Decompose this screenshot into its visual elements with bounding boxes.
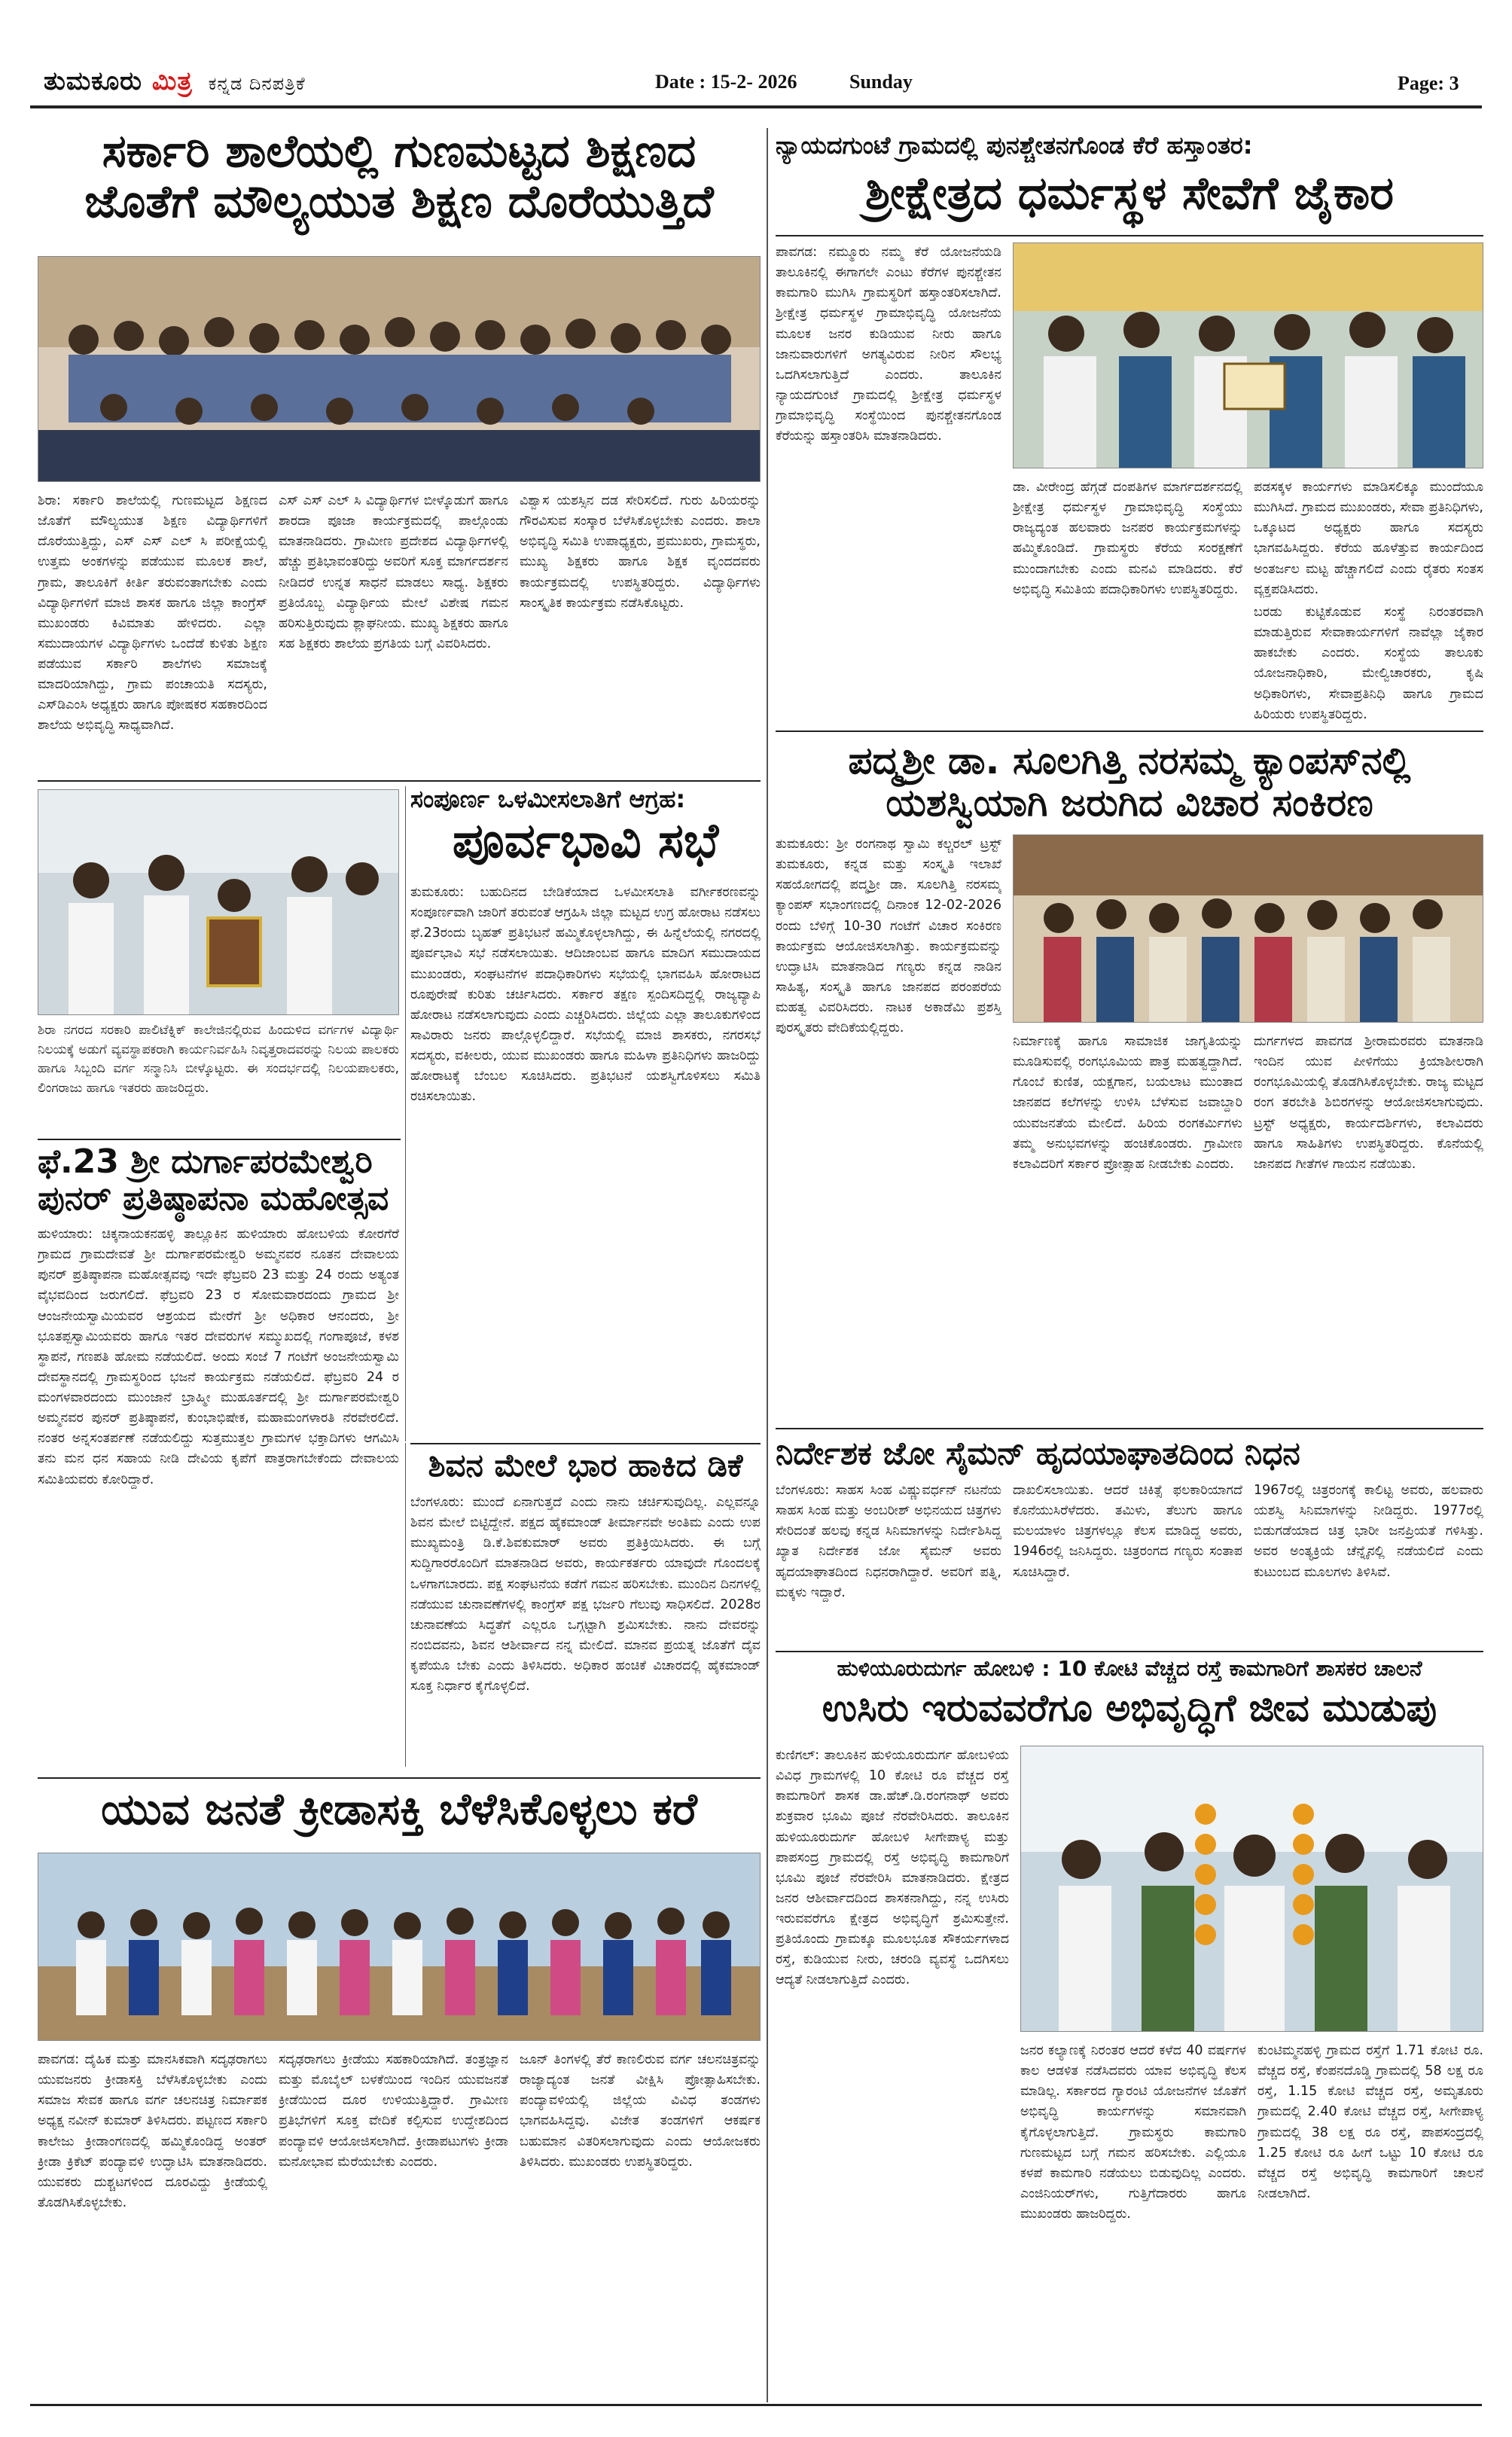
- road-headline: ಉಸಿರು ಇರುವವರೆಗೂ ಅಭಿವೃದ್ಧಿಗೆ ಜೀವ ಮುಡುಪು: [822, 1686, 1437, 1730]
- meeting-body: ತುಮಕೂರು: ಬಹುದಿನದ ಬೇಡಿಕೆಯಾದ ಒಳಮೀಸಲಾತಿ ವರ್ಗೀಕರಣವನ್ನು ಸಂಪೂರ್ಣವಾಗಿ ಜಾರಿಗೆ ತರುವಂತೆ ಆಗ್ರಹಿಸಿ ಜಿಲ್ಲಾ ಮಟ್ಟದ ಉಗ್ರ ಹೋರಾಟ ನಡೆಸಲು ಫೆ.23ರಂದು ಬೃಹತ್ ಪ್ರತಿಭಟನೆ ಹಮ್ಮಿಕೊಳ್ಳಲಾಗಿದ್ದು, ಈ ಹಿನ್ನೆಲೆಯಲ್ಲಿ ನಗರದಲ್ಲಿ ಪೂರ್ವಭಾವಿ ಸಭೆ ನಡೆಸಲಾಯಿತು. ಆದಿಜಾಂಬವ ಹಾಗೂ ಮಾದಿಗ ಸಮುದಾಯದ ಮುಖಂಡರು, ಸಂಘಟನೆಗಳ ಪದಾಧಿಕಾರಿಗಳು ಸಭೆಯಲ್ಲಿ ಭಾಗವಹಿಸಿ ಹೋರಾಟದ ರೂಪುರೇಷೆ ಕುರಿತು ಚರ್ಚಿಸಿದರು. ಸರ್ಕಾರ ತಕ್ಷಣ ಸ್ಪಂದಿಸದಿದ್ದಲ್ಲಿ ರಾಜ್ಯವ್ಯಾಪಿ ಹೋರಾಟ ನಡೆಸಲಾಗುವುದು ಎಂದು ಎಚ್ಚರಿಸಿದರು. ಜಿಲ್ಲೆಯ ಎಲ್ಲಾ ತಾಲೂಕುಗಳಿಂದ ಸಾವಿರಾರು ಜನರು ಪಾಲ್ಗೊಳ್ಳಲಿದ್ದಾರೆ. ಸಭೆಯಲ್ಲಿ ಮಾಜಿ ಶಾಸಕರು, ನಗರಸಭೆ ಸದಸ್ಯರು, ವಕೀಲರು, ಯುವ ಮುಖಂಡರು ಹಾಗೂ ಮಹಿಳಾ ಪ್ರತಿನಿಧಿಗಳು ಹಾಜರಿದ್ದು ಹೋರಾಟಕ್ಕೆ ಬೆಂಬಲ ಸೂಚಿಸಿದರು. ಪ್ರತಿಭಟನೆ ಯಶಸ್ವಿಗೊಳಿಸಲು ಸಮಿತಿ ರಚಿಸಲಾಯಿತು.: [410, 885, 761, 1105]
- dk-top-rule: [410, 1443, 761, 1444]
- obit-bottom-rule: [776, 1651, 1483, 1652]
- dk-body: ಬೆಂಗಳೂರು: ಮುಂದೆ ಏನಾಗುತ್ತದೆ ಎಂದು ನಾನು ಚರ್ಚಿಸುವುದಿಲ್ಲ. ಎಲ್ಲವನ್ನೂ ಶಿವನ ಮೇಲೆ ಬಿಟ್ಟಿದ್ದೇನೆ. ಪಕ್ಷದ ಹೈಕಮಾಂಡ್ ತೀರ್ಮಾನವೇ ಅಂತಿಮ ಎಂದು ಉಪ ಮುಖ್ಯಮಂತ್ರಿ ಡಿ.ಕೆ.ಶಿವಕುಮಾರ್ ಅವರು ಪ್ರತಿಕ್ರಿಯಿಸಿದರು. ಈ ಬಗ್ಗೆ ಸುದ್ದಿಗಾರರೊಂದಿಗೆ ಮಾತನಾಡಿದ ಅವರು, ಕಾರ್ಯಕರ್ತರು ಯಾವುದೇ ಗೊಂದಲಕ್ಕೆ ಒಳಗಾಗಬಾರದು. ಪಕ್ಷ ಸಂಘಟನೆಯ ಕಡೆಗೆ ಗಮನ ಹರಿಸಬೇಕು. ಮುಂದಿನ ದಿನಗಳಲ್ಲಿ ನಡೆಯುವ ಚುನಾವಣೆಗಳಲ್ಲಿ ಕಾಂಗ್ರೆಸ್ ಪಕ್ಷ ಭರ್ಜರಿ ಗೆಲುವು ಸಾಧಿಸಲಿದೆ. 2028ರ ಚುನಾವಣೆಯ ಸಿದ್ಧತೆಗೆ ಎಲ್ಲರೂ ಒಗ್ಗಟ್ಟಾಗಿ ಶ್ರಮಿಸಬೇಕು. ನಾನು ದೇವರನ್ನು ನಂಬಿದವನು, ಶಿವನ ಆಶೀರ್ವಾದ ನನ್ನ ಮೇಲಿದೆ. ಮಾನವ ಪ್ರಯತ್ನ ಜೊತೆಗೆ ದೈವ ಕೃಪೆಯೂ ಬೇಕು ಎಂದು ತಿಳಿಸಿದರು. ಅಧಿಕಾರ ಹಂಚಿಕೆ ವಿಚಾರದಲ್ಲಿ ಹೈಕಮಾಂಡ್ ಸೂಕ್ತ ನಿರ್ಧಾರ ಕೈಗೊಳ್ಳಲಿದೆ.: [410, 1495, 761, 1694]
- obit-body-col-2: ದಾಖಲಿಸಲಾಯಿತು. ಆದರೆ ಚಿಕಿತ್ಸೆ ಫಲಕಾರಿಯಾಗದೆ ಕೊನೆಯುಸಿರೆಳೆದರು. ತಮಿಳು, ತೆಲುಗು ಹಾಗೂ ಮಲಯಾಳಂ ಚಿತ್ರಗಳಲ್ಲೂ ಕೆಲಸ ಮಾಡಿದ್ದ ಅವರು, 1946ರಲ್ಲಿ ಜನಿಸಿದ್ದರು. ಚಿತ್ರರಂಗದ ಗಣ್ಯರು ಸಂತಾಪ ಸೂಚಿಸಿದ್ದಾರೆ.: [1013, 1483, 1242, 1580]
- sulagitti-event-photo: [1013, 834, 1483, 1023]
- school-headline: [38, 127, 761, 227]
- sulagitti-photo-graphic: [1014, 835, 1483, 1023]
- dk-headline: ಶಿವನ ಮೇಲೆ ಭಾರ ಹಾಕಿದ ಡಿಕೆ: [428, 1447, 743, 1484]
- logo-main: ತುಮಕೂರು: [44, 66, 142, 96]
- youth-body-col-3: ಜೂನ್ ತಿಂಗಳಲ್ಲಿ ತೆರೆ ಕಾಣಲಿರುವ ವರ್ಗ ಚಲನಚಿತ್ರವನ್ನು ರಾಜ್ಯಾದ್ಯಂತ ಜನತೆ ವೀಕ್ಷಿಸಿ ಪ್ರೋತ್ಸಾಹಿಸಬೇಕು. ಪಂದ್ಯಾವಳಿಯಲ್ಲಿ ಜಿಲ್ಲೆಯ ವಿವಿಧ ತಂಡಗಳು ಭಾಗವಹಿಸಿದ್ದವು. ವಿಜೇತ ತಂಡಗಳಿಗೆ ಆಕರ್ಷಕ ಬಹುಮಾನ ವಿತರಿಸಲಾಗುವುದು ಎಂದು ಆಯೋಜಕರು ತಿಳಿಸಿದರು. ಮುಖಂಡರು ಉಪಸ್ಥಿತರಿದ್ದರು.: [520, 2052, 761, 2170]
- sulagitti-headline-line-1: ಪದ್ಮಶ್ರೀ ಡಾ. ಸೂಲಗಿತ್ತಿ ನರಸಮ್ಮ ಕ್ಯಾಂಪಸ್‌ನಲ್ಲಿ: [848, 739, 1411, 782]
- road-photo-graphic: [1021, 1746, 1483, 2032]
- masthead-logo: [44, 66, 306, 96]
- durga-top-rule: [38, 1139, 401, 1140]
- kere-headline-rule: [776, 235, 1483, 236]
- sulagitti-body-col-2: ನಿರ್ಮಾಣಕ್ಕೆ ಹಾಗೂ ಸಾಮಾಜಿಕ ಜಾಗೃತಿಯನ್ನು ಮೂಡಿಸುವಲ್ಲಿ ರಂಗಭೂಮಿಯ ಪಾತ್ರ ಮಹತ್ವದ್ದಾಗಿದೆ. ಗೊಂಬೆ ಕುಣಿತ, ಯಕ್ಷಗಾನ, ಬಯಲಾಟ ಮುಂತಾದ ಜಾನಪದ ಕಲೆಗಳನ್ನು ಉಳಿಸಿ ಬೆಳೆಸುವ ಜವಾಬ್ದಾರಿ ಯುವಜನತೆಯ ಮೇಲಿದೆ. ಹಿರಿಯ ರಂಗಕರ್ಮಿಗಳು ತಮ್ಮ ಅನುಭವಗಳನ್ನು ಹಂಚಿಕೊಂಡರು. ಗ್ರಾಮೀಣ ಕಲಾವಿದರಿಗೆ ಸರ್ಕಾರ ಪ್ರೋತ್ಸಾಹ ನೀಡಬೇಕು ಎಂದರು.: [1013, 1034, 1242, 1172]
- page-number: Page: 3: [1398, 72, 1459, 94]
- youth-cricket-photo: [38, 1853, 761, 2041]
- issue-date: Date : 15-2- 2026: [655, 71, 797, 93]
- kere-kicker: ನ್ಯಾಯದಗುಂಟೆ ಗ್ರಾಮದಲ್ಲಿ ಪುನಶ್ಚೇತನಗೊಂಡ ಕೆರೆ ಹಸ್ತಾಂತರ:: [776, 131, 1253, 160]
- durga-headline: [38, 1143, 399, 1218]
- kere-body-col-2: ಡಾ. ವೀರೇಂದ್ರ ಹೆಗ್ಗಡೆ ದಂಪತಿಗಳ ಮಾರ್ಗದರ್ಶನದಲ್ಲಿ ಶ್ರೀಕ್ಷೇತ್ರ ಧರ್ಮಸ್ಥಳ ಗ್ರಾಮಾಭಿವೃದ್ಧಿ ಸಂಸ್ಥೆಯು ರಾಜ್ಯದ್ಯಂತ ಹಲವಾರು ಜನಪರ ಕಾರ್ಯಕ್ರಮಗಳನ್ನು ಹಮ್ಮಿಕೊಂಡಿದೆ. ಗ್ರಾಮಸ್ಥರು ಕೆರೆಯ ಸಂರಕ್ಷಣೆಗೆ ಮುಂದಾಗಬೇಕು ಎಂದು ಮನವಿ ಮಾಡಿದರು. ಕೆರೆ ಅಭಿವೃದ್ಧಿ ಸಮಿತಿಯ ಪದಾಧಿಕಾರಿಗಳು ಉಪಸ್ಥಿತರಿದ್ದರು.: [1013, 480, 1242, 597]
- kere-body-col-4: ಬರಡು ಕುಟ್ಟಿಕೊಡುವ ಸಂಸ್ಥೆ ನಿರಂತರವಾಗಿ ಮಾಡುತ್ತಿರುವ ಸೇವಾಕಾರ್ಯಗಳಿಗೆ ನಾವೆಲ್ಲಾ ಜೈಕಾರ ಹಾಕಬೇಕು ಎಂದರು. ಸಂಸ್ಥೆಯ ತಾಲೂಕು ಯೋಜನಾಧಿಕಾರಿ, ಮೇಲ್ವಿಚಾರಕರು, ಕೃಷಿ ಅಧಿಕಾರಿಗಳು, ಸೇವಾಪ್ರತಿನಿಧಿ ಹಾಗೂ ಗ್ರಾಮದ ಹಿರಿಯರು ಉಪಸ್ಥಿತರಿದ್ದರು.: [1254, 605, 1483, 722]
- school-headline-line-2: ಜೊತೆಗೆ ಮೌಲ್ಯಯುತ ಶಿಕ್ಷಣ ದೊರೆಯುತ್ತಿದೆ: [84, 175, 714, 229]
- road-body-col-3: ಕುಂಟಿಮ್ಮನಹಳ್ಳಿ ಗ್ರಾಮದ ರಸ್ತೆಗೆ 1.71 ಕೋಟಿ ರೂ. ವೆಚ್ಚದ ರಸ್ತೆ, ಕೆಂಪನದೊಡ್ಡಿ ಗ್ರಾಮದಲ್ಲಿ 58 ಲಕ್ಷ ರೂ ರಸ್ತೆ, 1.15 ಕೋಟಿ ವೆಚ್ಚದ ರಸ್ತೆ, ಅಮೃತೂರು ಗ್ರಾಮದಲ್ಲಿ 2.40 ಕೋಟಿ ವೆಚ್ಚದ ರಸ್ತೆ, ಸೀಗೇಪಾಳ್ಯ ಗ್ರಾಮದಲ್ಲಿ 38 ಲಕ್ಷ ರೂ ರಸ್ತೆ, ಪಾಪಸಂದ್ರದಲ್ಲಿ 1.25 ಕೋಟಿ ರೂ ಹೀಗೆ ಒಟ್ಟು 10 ಕೋಟಿ ರೂ ವೆಚ್ಚದ ರಸ್ತೆ ಅಭಿವೃದ್ಧಿ ಕಾಮಗಾರಿಗೆ ಚಾಲನೆ ನೀಡಲಾಗಿದೆ.: [1257, 2043, 1483, 2201]
- youth-body-col-1: ಪಾವಗಡ: ದೈಹಿಕ ಮತ್ತು ಮಾನಸಿಕವಾಗಿ ಸದೃಢರಾಗಲು ಯುವಜನರು ಕ್ರೀಡಾಸಕ್ತಿ ಬೆಳೆಸಿಕೊಳ್ಳಬೇಕು ಎಂದು ಸಮಾಜ ಸೇವಕ ಹಾಗೂ ವರ್ಗ ಚಲನಚಿತ್ರ ನಿರ್ಮಾಪಕ ಅಧ್ಯಕ್ಷ ನವೀನ್ ಕುಮಾರ್ ತಿಳಿಸಿದರು. ಪಟ್ಟಣದ ಸರ್ಕಾರಿ ಕಾಲೇಜು ಕ್ರೀಡಾಂಗಣದಲ್ಲಿ ಹಮ್ಮಿಕೊಂಡಿದ್ದ ಅಂತರ್ ಕ್ರೀಡಾ ಕ್ರಿಕೆಟ್ ಪಂದ್ಯಾವಳಿ ಉದ್ಘಾಟಿಸಿ ಮಾತನಾಡಿದರು. ಯುವಕರು ದುಶ್ಚಟಗಳಿಂದ ದೂರವಿದ್ದು ಕ್ರೀಡೆಯಲ್ಲಿ ತೊಡಗಿಸಿಕೊಳ್ಳಬೇಕು.: [38, 2052, 267, 2210]
- sulagitti-headline: [776, 740, 1483, 824]
- meeting-kicker: ಸಂಪೂರ್ಣ ಒಳಮೀಸಲಾತಿಗೆ ಆಗ್ರಹ:: [410, 785, 686, 813]
- road-kicker: ಹುಳಿಯೂರುದುರ್ಗ ಹೋಬಳಿ : 10 ಕೋಟಿ ವೆಚ್ಚದ ರಸ್ತೆ ಕಾಮಗಾರಿಗೆ ಶಾಸಕರ ಚಾಲನೆ: [837, 1656, 1422, 1681]
- kere-bottom-rule: [776, 730, 1483, 732]
- school-group-photo: [38, 256, 761, 482]
- logo-sub: ಕನ್ನಡ ದಿನಪತ್ರಿಕೆ: [208, 73, 306, 94]
- masthead-rule: [30, 105, 1482, 108]
- footer-rule: [30, 2404, 1482, 2406]
- issue-day: Sunday: [849, 71, 913, 93]
- youth-photo-graphic: [38, 1853, 761, 2041]
- logo-accent: ಮಿತ್ರ: [151, 66, 193, 96]
- meeting-headline: ಪೂರ್ವಭಾವಿ ಸಭೆ: [452, 813, 719, 869]
- sulagitti-body-col-1: ತುಮಕೂರು: ಶ್ರೀ ರಂಗನಾಥ ಸ್ವಾಮಿ ಕಲ್ಚರಲ್ ಟ್ರಸ್ಟ್ ತುಮಕೂರು, ಕನ್ನಡ ಮತ್ತು ಸಂಸ್ಕೃತಿ ಇಲಾಖೆ ಸಹಯೋಗದಲ್ಲಿ ಪದ್ಮಶ್ರೀ ಡಾ. ಸೂಲಗಿತ್ತಿ ನರಸಮ್ಮ ಕ್ಯಾಂಪಸ್ ಸಭಾಂಗಣದಲ್ಲಿ ದಿನಾಂಕ 12-02-2026 ರಂದು ಬೆಳಿಗ್ಗೆ 10-30 ಗಂಟೆಗೆ ವಿಚಾರ ಸಂಕಿರಣ ಕಾರ್ಯಕ್ರಮ ಆಯೋಜಿಸಲಾಗಿತ್ತು. ಕಾರ್ಯಕ್ರಮವನ್ನು ಉದ್ಘಾಟಿಸಿ ಮಾತನಾಡಿದ ಗಣ್ಯರು ಕನ್ನಡ ನಾಡಿನ ಸಾಹಿತ್ಯ, ಸಂಸ್ಕೃತಿ ಹಾಗೂ ಜಾನಪದ ಪರಂಪರೆಯ ಮಹತ್ವ ವಿವರಿಸಿದರು. ನಾಟಕ ಅಕಾಡೆಮಿ ಪ್ರಶಸ್ತಿ ಪುರಸ್ಕೃತರು ವೇದಿಕೆಯಲ್ಲಿದ್ದರು.: [776, 837, 1001, 1036]
- sulagitti-headline-line-2: ಯಶಸ್ವಿಯಾಗಿ ಜರುಗಿದ ವಿಚಾರ ಸಂಕಿರಣ: [886, 781, 1373, 825]
- dk-left-divider: [405, 1443, 406, 1767]
- sulagitti-bottom-rule: [776, 1428, 1483, 1429]
- kere-handover-photo: [1013, 242, 1483, 468]
- retirement-photo-caption: ಶಿರಾ ನಗರದ ಸರಕಾರಿ ಪಾಲಿಟೆಕ್ನಿಕ್ ಕಾಲೇಜಿನಲ್ಲಿರುವ ಹಿಂದುಳಿದ ವರ್ಗಗಳ ವಿದ್ಯಾರ್ಥಿ ನಿಲಯಕ್ಕೆ ಅಡುಗೆ ವ್ಯವಸ್ಥಾಪಕರಾಗಿ ಕಾರ್ಯನಿರ್ವಹಿಸಿ ನಿವೃತ್ತರಾದವರನ್ನು ನಿಲಯ ಪಾಲಕರು ಹಾಗೂ ಸಿಬ್ಬಂದಿ ವರ್ಗ ಸನ್ಮಾನಿಸಿ ಬೀಳ್ಕೊಟ್ಟರು. ಈ ಸಂದರ್ಭದಲ್ಲಿ ನಿಲಯಪಾಲಕರು, ಲಿಂಗರಾಜು ಹಾಗೂ ಇತರರು ಹಾಜರಿದ್ದರು.: [38, 1023, 399, 1096]
- youth-headline: ಯುವ ಜನತೆ ಕ್ರೀಡಾಸಕ್ತಿ ಬೆಳೆಸಿಕೊಳ್ಳಲು ಕರೆ: [101, 1783, 697, 1835]
- school-photo-graphic: [38, 257, 761, 482]
- durga-body: ಹುಳಿಯಾರು: ಚಿಕ್ಕನಾಯಕನಹಳ್ಳಿ ತಾಲ್ಲೂಕಿನ ಹುಳಿಯಾರು ಹೋಬಳಿಯ ಕೋರಗೆರೆ ಗ್ರಾಮದ ಗ್ರಾಮದೇವತೆ ಶ್ರೀ ದುರ್ಗಾಪರಮೇಶ್ವರಿ ಅಮ್ಮನವರ ನೂತನ ದೇವಾಲಯ ಪುನರ್ ಪ್ರತಿಷ್ಠಾಪನಾ ಮಹೋತ್ಸವವು ಇದೇ ಫೆಬ್ರವರಿ 23 ಮತ್ತು 24 ರಂದು ಅತ್ಯಂತ ವೈಭವದಿಂದ ಜರುಗಲಿದೆ. ಫೆಬ್ರವರಿ 23 ರ ಸೋಮವಾರದಂದು ಗ್ರಾಮದ ಶ್ರೀ ಆಂಜನೇಯಸ್ವಾಮಿಯವರ ಆಶ್ರಯದ ಮೇರೆಗೆ ಶ್ರೀ ಅಧಿಕಾರ ಆನಂದರು, ಶ್ರೀ ಭೂತಪ್ಪಸ್ವಾಮಿಯವರು ಹಾಗೂ ಇತರ ದೇವರುಗಳ ಸಮ್ಮುಖದಲ್ಲಿ ಗಂಗಾಪೂಜೆ, ಕಳಶ ಸ್ಥಾಪನೆ, ಗಣಪತಿ ಹೋಮ ನಡೆಯಲಿದೆ. ಅಂದು ಸಂಜೆ 7 ಗಂಟೆಗೆ ಅಂಜನೇಯಸ್ವಾಮಿ ದೇವಸ್ಥಾನದಲ್ಲಿ ಗ್ರಾಮಸ್ಥರಿಂದ ಭಜನೆ ಕಾರ್ಯಕ್ರಮ ನಡೆಯಲಿದೆ. ಫೆಬ್ರವರಿ 24 ರ ಮಂಗಳವಾರದಂದು ಮುಂಜಾನೆ ಬ್ರಾಹ್ಮೀ ಮುಹೂರ್ತದಲ್ಲಿ ಶ್ರೀ ದುರ್ಗಾಪರಮೇಶ್ವರಿ ಅಮ್ಮನವರ ಪುನರ್ ಪ್ರತಿಷ್ಠಾಪನೆ, ಕುಂಭಾಭಿಷೇಕ, ಮಹಾಮಂಗಳಾರತಿ ನೆರವೇರಲಿದೆ. ನಂತರ ಅನ್ನಸಂತರ್ಪಣೆ ನಡೆಯಲಿದ್ದು ಸುತ್ತಮುತ್ತಲ ಗ್ರಾಮಗಳ ಭಕ್ತಾದಿಗಳು ಆಗಮಿಸಿ ತನು ಮನ ಧನ ಸಹಾಯ ನೀಡಿ ದೇವಿಯ ಕೃಪೆಗೆ ಪಾತ್ರರಾಗಬೇಕೆಂದು ದೇವಾಲಯ ಸಮಿತಿಯವರು ಕೋರಿದ್ದಾರೆ.: [38, 1227, 399, 1487]
- road-body-col-2: ಜನರ ಕಲ್ಯಾಣಕ್ಕೆ ನಿರಂತರ ಆದರೆ ಕಳೆದ 40 ವರ್ಷಗಳ ಕಾಲ ಆಡಳಿತ ನಡೆಸಿದವರು ಯಾವ ಅಭಿವೃದ್ಧಿ ಕೆಲಸ ಮಾಡಿಲ್ಲ. ಸರ್ಕಾರದ ಗ್ಯಾರಂಟಿ ಯೋಜನೆಗಳ ಜೊತೆಗೆ ಅಭಿವೃದ್ಧಿ ಕಾರ್ಯಗಳನ್ನು ಸಮಾನವಾಗಿ ಕೈಗೊಳ್ಳಲಾಗುತ್ತಿದೆ. ಗ್ರಾಮಸ್ಥರು ಕಾಮಗಾರಿ ಗುಣಮಟ್ಟದ ಬಗ್ಗೆ ಗಮನ ಹರಿಸಬೇಕು. ಎಲ್ಲಿಯೂ ಕಳಪೆ ಕಾಮಗಾರಿ ನಡೆಯಲು ಬಿಡುವುದಿಲ್ಲ ಎಂದರು. ಎಂಜಿನಿಯರ್‌ಗಳು, ಗುತ್ತಿಗೆದಾರರು ಹಾಗೂ ಮುಖಂಡರು ಹಾಜರಿದ್ದರು.: [1020, 2043, 1246, 2222]
- obit-headline: ನಿರ್ದೇಶಕ ಜೋ ಸೈಮನ್ ಹೃದಯಾಘಾತದಿಂದ ನಿಧನ: [776, 1435, 1300, 1472]
- page-column-divider: [767, 128, 768, 2402]
- kere-photo-graphic: [1014, 243, 1483, 468]
- meeting-left-divider: [405, 786, 406, 1441]
- kere-body-col-1: ಪಾವಗಡ: ನಮ್ಮೂರು ನಮ್ಮ ಕೆರೆ ಯೋಜನೆಯಡಿ ತಾಲೂಕಿನಲ್ಲಿ ಈಗಾಗಲೇ ಎಂಟು ಕೆರೆಗಳ ಪುನಶ್ಚೇತನ ಕಾಮಗಾರಿ ಮುಗಿಸಿ ಗ್ರಾಮಸ್ಥರಿಗೆ ಹಸ್ತಾಂತರಿಸಲಾಗಿದೆ. ಶ್ರೀಕ್ಷೇತ್ರ ಧರ್ಮಸ್ಥಳ ಗ್ರಾಮಾಭಿವೃದ್ಧಿ ಯೋಜನೆಯ ಮೂಲಕ ಜನರ ಕುಡಿಯುವ ನೀರು ಹಾಗೂ ಜಾನುವಾರುಗಳಿಗೆ ಅಗತ್ಯವಿರುವ ನೀರಿನ ಸೌಲಭ್ಯ ಒದಗಿಸಲಾಗುತ್ತಿದೆ ಎಂದರು. ತಾಲೂಕಿನ ನ್ಯಾಯದಗುಂಟೆ ಗ್ರಾಮದಲ್ಲಿ ಶ್ರೀಕ್ಷೇತ್ರ ಧರ್ಮಸ್ಥಳ ಗ್ರಾಮಾಭಿವೃದ್ಧಿ ಸಂಸ್ಥೆಯಿಂದ ಪುನಶ್ಚೇತನಗೊಂಡ ಕೆರೆಯನ್ನು ಹಸ್ತಾಂತರಿಸಿ ಮಾತನಾಡಿದರು.: [776, 245, 1001, 444]
- retirement-photo-graphic: [38, 790, 399, 1015]
- school-body-col-1: ಶಿರಾ: ಸರ್ಕಾರಿ ಶಾಲೆಯಲ್ಲಿ ಗುಣಮಟ್ಟದ ಶಿಕ್ಷಣದ ಜೊತೆಗೆ ಮೌಲ್ಯಯುತ ಶಿಕ್ಷಣ ವಿದ್ಯಾರ್ಥಿಗಳಿಗೆ ದೊರೆಯುತ್ತಿದ್ದು, ಎಸ್ ಎಸ್ ಎಲ್ ಸಿ ಪರೀಕ್ಷೆಯಲ್ಲಿ ಉತ್ತಮ ಅಂಕಗಳನ್ನು ಪಡೆಯುವ ಮೂಲಕ ಶಾಲೆ, ಗ್ರಾಮ, ತಾಲೂಕಿಗೆ ಕೀರ್ತಿ ತರುವಂತಾಗಬೇಕು ಎಂದು ವಿದ್ಯಾರ್ಥಿಗಳಿಗೆ ಮಾಜಿ ಶಾಸಕ ಹಾಗೂ ಜಿಲ್ಲಾ ಕಾಂಗ್ರೆಸ್ ಮುಖಂಡರು ಕಿವಿಮಾತು ಹೇಳಿದರು. ಎಲ್ಲಾ ಸಮುದಾಯಗಳ ವಿದ್ಯಾರ್ಥಿಗಳು ಒಂದೆಡೆ ಕುಳಿತು ಶಿಕ್ಷಣ ಪಡೆಯುವ ಸರ್ಕಾರಿ ಶಾಲೆಗಳು ಸಮಾಜಕ್ಕೆ ಮಾದರಿಯಾಗಿದ್ದು, ಗ್ರಾಮ ಪಂಚಾಯತಿ ಸದಸ್ಯರು, ಎಸ್‌ಡಿಎಂಸಿ ಅಧ್ಯಕ್ಷರು ಹಾಗೂ ಪೋಷಕರ ಸಹಕಾರದಿಂದ ಶಾಲೆಯ ಅಭಿವೃದ್ಧಿ ಸಾಧ್ಯವಾಗಿದೆ.: [38, 493, 267, 734]
- school-body-col-3: ವಿಶ್ವಾಸ ಯಶಸ್ಸಿನ ದಡ ಸೇರಿಸಲಿದೆ. ಗುರು ಹಿರಿಯರನ್ನು ಗೌರವಿಸುವ ಸಂಸ್ಕಾರ ಬೆಳೆಸಿಕೊಳ್ಳಬೇಕು ಎಂದರು. ಶಾಲಾ ಅಭಿವೃದ್ಧಿ ಸಮಿತಿ ಉಪಾಧ್ಯಕ್ಷರು, ಪ್ರಮುಖರು, ಗ್ರಾಮಸ್ಥರು, ಮುಖ್ಯ ಶಿಕ್ಷಕರು ಹಾಗೂ ಶಿಕ್ಷಕ ವೃಂದದವರು ಕಾರ್ಯಕ್ರಮದಲ್ಲಿ ಉಪಸ್ಥಿತರಿದ್ದರು. ವಿದ್ಯಾರ್ಥಿಗಳು ಸಾಂಸ್ಕೃತಿಕ ಕಾರ್ಯಕ್ರಮ ನಡೆಸಿಕೊಟ್ಟರು.: [520, 493, 761, 611]
- school-body-col-2: ಎಸ್ ಎಸ್ ಎಲ್ ಸಿ ವಿದ್ಯಾರ್ಥಿಗಳ ಬೀಳ್ಕೊಡುಗೆ ಹಾಗೂ ಶಾರದಾ ಪೂಜಾ ಕಾರ್ಯಕ್ರಮದಲ್ಲಿ ಪಾಲ್ಗೊಂಡು ಮಾತನಾಡಿದರು. ಗ್ರಾಮೀಣ ಪ್ರದೇಶದ ವಿದ್ಯಾರ್ಥಿಗಳಲ್ಲಿ ಹೆಚ್ಚು ಪ್ರತಿಭಾವಂತರಿದ್ದು ಅವರಿಗೆ ಸೂಕ್ತ ಮಾರ್ಗದರ್ಶನ ನೀಡಿದರೆ ಉನ್ನತ ಸಾಧನೆ ಮಾಡಲು ಸಾಧ್ಯ. ಶಿಕ್ಷಕರು ಪ್ರತಿಯೊಬ್ಬ ವಿದ್ಯಾರ್ಥಿಯ ಮೇಲೆ ವಿಶೇಷ ಗಮನ ಹರಿಸುತ್ತಿರುವುದು ಶ್ಲಾಘನೀಯ. ಮುಖ್ಯ ಶಿಕ್ಷಕರು ಹಾಗೂ ಸಹ ಶಿಕ್ಷಕರು ಶಾಲೆಯ ಪ್ರಗತಿಯ ಬಗ್ಗೆ ವಿವರಿಸಿದರು.: [279, 493, 508, 651]
- retirement-photo: [38, 789, 399, 1015]
- road-body-col-1: ಕುಣಿಗಲ್: ತಾಲೂಕಿನ ಹುಳಿಯೂರುದುರ್ಗ ಹೋಬಳಿಯ ವಿವಿಧ ಗ್ರಾಮಗಳಲ್ಲಿ 10 ಕೋಟಿ ರೂ ವೆಚ್ಚದ ರಸ್ತೆ ಕಾಮಗಾರಿಗೆ ಶಾಸಕ ಡಾ.ಹೆಚ್.ಡಿ.ರಂಗನಾಥ್ ಅವರು ಶುಕ್ರವಾರ ಭೂಮಿ ಪೂಜೆ ನೆರವೇರಿಸಿದರು. ತಾಲೂಕಿನ ಹುಳಿಯೂರುದುರ್ಗ ಹೋಬಳಿ ಸೀಗೇಪಾಳ್ಯ ಮತ್ತು ಪಾಪಸಂದ್ರ ಗ್ರಾಮದಲ್ಲಿ ರಸ್ತೆ ಅಭಿವೃದ್ಧಿ ಕಾಮಗಾರಿಗೆ ಭೂಮಿ ಪೂಜೆ ನೆರವೇರಿಸಿ ಮಾತನಾಡಿದರು. ಕ್ಷೇತ್ರದ ಜನರ ಆಶೀರ್ವಾದದಿಂದ ಶಾಸಕನಾಗಿದ್ದು, ನನ್ನ ಉಸಿರು ಇರುವವರೆಗೂ ಕ್ಷೇತ್ರದ ಅಭಿವೃದ್ಧಿಗೆ ಶ್ರಮಿಸುತ್ತೇನೆ. ಪ್ರತಿಯೊಂದು ಗ್ರಾಮಕ್ಕೂ ಮೂಲಭೂತ ಸೌಕರ್ಯಗಳಾದ ರಸ್ತೆ, ಕುಡಿಯುವ ನೀರು, ಚರಂಡಿ ವ್ಯವಸ್ಥೆ ಒದಗಿಸಲು ಆದ್ಯತೆ ನೀಡಲಾಗುತ್ತಿದೆ ಎಂದರು.: [776, 1748, 1009, 1988]
- sulagitti-body-col-3: ದುರ್ಗಗಳದ ಪಾವಗಡ ಶ್ರೀರಾಮರವರು ಮಾತನಾಡಿ ಇಂದಿನ ಯುವ ಪೀಳಿಗೆಯು ಕ್ರಿಯಾಶೀಲರಾಗಿ ರಂಗಭೂಮಿಯಲ್ಲಿ ತೊಡಗಿಸಿಕೊಳ್ಳಬೇಕು. ರಾಜ್ಯ ಮಟ್ಟದ ರಂಗ ತರಬೇತಿ ಶಿಬಿರಗಳನ್ನು ಆಯೋಜಿಸಲಾಗುವುದು. ಟ್ರಸ್ಟ್ ಅಧ್ಯಕ್ಷರು, ಕಾರ್ಯದರ್ಶಿಗಳು, ಕಲಾವಿದರು ಹಾಗೂ ಸಾಹಿತಿಗಳು ಉಪಸ್ಥಿತರಿದ್ದರು. ಕೊನೆಯಲ್ಲಿ ಜಾನಪದ ಗೀತೆಗಳ ಗಾಯನ ನಡೆಯಿತು.: [1254, 1034, 1483, 1172]
- obit-body-col-1: ಬೆಂಗಳೂರು: ಸಾಹಸ ಸಿಂಹ ವಿಷ್ಣುವರ್ಧನ್ ನಟನೆಯ ಸಾಹಸ ಸಿಂಹ ಮತ್ತು ಅಂಬರೀಶ್ ಅಭಿನಯದ ಚಿತ್ರಗಳು ಸೇರಿದಂತೆ ಹಲವು ಕನ್ನಡ ಸಿನಿಮಾಗಳನ್ನು ನಿರ್ದೇಶಿಸಿದ್ದ ಖ್ಯಾತ ನಿರ್ದೇಶಕ ಜೋ ಸೈಮನ್ ಅವರು ಹೃದಯಾಘಾತದಿಂದ ನಿಧನರಾಗಿದ್ದಾರೆ. ಅವರಿಗೆ ಪತ್ನಿ, ಮಕ್ಕಳು ಇದ್ದಾರೆ.: [776, 1483, 1001, 1600]
- youth-top-rule: [38, 1777, 761, 1779]
- durga-headline-line-2: ಪುನರ್ ಪ್ರತಿಷ್ಠಾಪನಾ ಮಹೋತ್ಸವ: [38, 1179, 389, 1218]
- obit-body-col-3: 1967ರಲ್ಲಿ ಚಿತ್ರರಂಗಕ್ಕೆ ಕಾಲಿಟ್ಟ ಅವರು, ಹಲವಾರು ಯಶಸ್ವಿ ಸಿನಿಮಾಗಳನ್ನು ನೀಡಿದ್ದರು. 1977ರಲ್ಲಿ ಬಿಡುಗಡೆಯಾದ ಚಿತ್ರ ಭಾರೀ ಜನಪ್ರಿಯತೆ ಗಳಿಸಿತ್ತು. ಅವರ ಅಂತ್ಯಕ್ರಿಯೆ ಚೆನ್ನೈನಲ್ಲಿ ನಡೆಯಲಿದೆ ಎಂದು ಕುಟುಂಬದ ಮೂಲಗಳು ತಿಳಿಸಿವೆ.: [1254, 1483, 1483, 1580]
- durga-headline-line-1: ಫೆ.23 ಶ್ರೀ ದುರ್ಗಾಪರಮೇಶ್ವರಿ: [38, 1142, 373, 1181]
- kere-body-col-3: ಪಡಸಕ್ಕಳ ಕಾರ್ಯಗಳು ಮಾಡಿಸಲಿಕ್ಕೂ ಮುಂದೆಯೂ ಮುಗಿಸಿದೆ. ಗ್ರಾಮದ ಮುಖಂಡರು, ಸೇವಾ ಪ್ರತಿನಿಧಿಗಳು, ಒಕ್ಕೂಟದ ಅಧ್ಯಕ್ಷರು ಹಾಗೂ ಸದಸ್ಯರು ಭಾಗವಹಿಸಿದ್ದರು. ಕೆರೆಯ ಹೂಳೆತ್ತುವ ಕಾರ್ಯದಿಂದ ಅಂತರ್ಜಲ ಮಟ್ಟ ಹೆಚ್ಚಾಗಲಿದೆ ಎಂದು ರೈತರು ಸಂತಸ ವ್ಯಕ್ತಪಡಿಸಿದರು.: [1254, 480, 1483, 597]
- kere-headline: ಶ್ರೀಕ್ಷೇತ್ರದ ಧರ್ಮಸ್ಥಳ ಸೇವೆಗೆ ಜೈಕಾರ: [865, 167, 1394, 220]
- youth-body-col-2: ಸದೃಢರಾಗಲು ಕ್ರೀಡೆಯು ಸಹಕಾರಿಯಾಗಿದೆ. ತಂತ್ರಜ್ಞಾನ ಮತ್ತು ಮೊಬೈಲ್ ಬಳಕೆಯಿಂದ ಇಂದಿನ ಯುವಜನತೆ ಕ್ರೀಡೆಯಿಂದ ದೂರ ಉಳಿಯುತ್ತಿದ್ದಾರೆ. ಗ್ರಾಮೀಣ ಪ್ರತಿಭೆಗಳಿಗೆ ಸೂಕ್ತ ವೇದಿಕೆ ಕಲ್ಪಿಸುವ ಉದ್ದೇಶದಿಂದ ಪಂದ್ಯಾವಳಿ ಆಯೋಜಿಸಲಾಗಿದೆ. ಕ್ರೀಡಾಪಟುಗಳು ಕ್ರೀಡಾ ಮನೋಭಾವ ಮೆರೆಯಬೇಕು ಎಂದರು.: [279, 2052, 508, 2170]
- road-ceremony-photo: [1020, 1746, 1483, 2032]
- school-bottom-rule: [38, 780, 761, 782]
- school-headline-line-1: ಸರ್ಕಾರಿ ಶಾಲೆಯಲ್ಲಿ ಗುಣಮಟ್ಟದ ಶಿಕ್ಷಣದ: [102, 125, 697, 178]
